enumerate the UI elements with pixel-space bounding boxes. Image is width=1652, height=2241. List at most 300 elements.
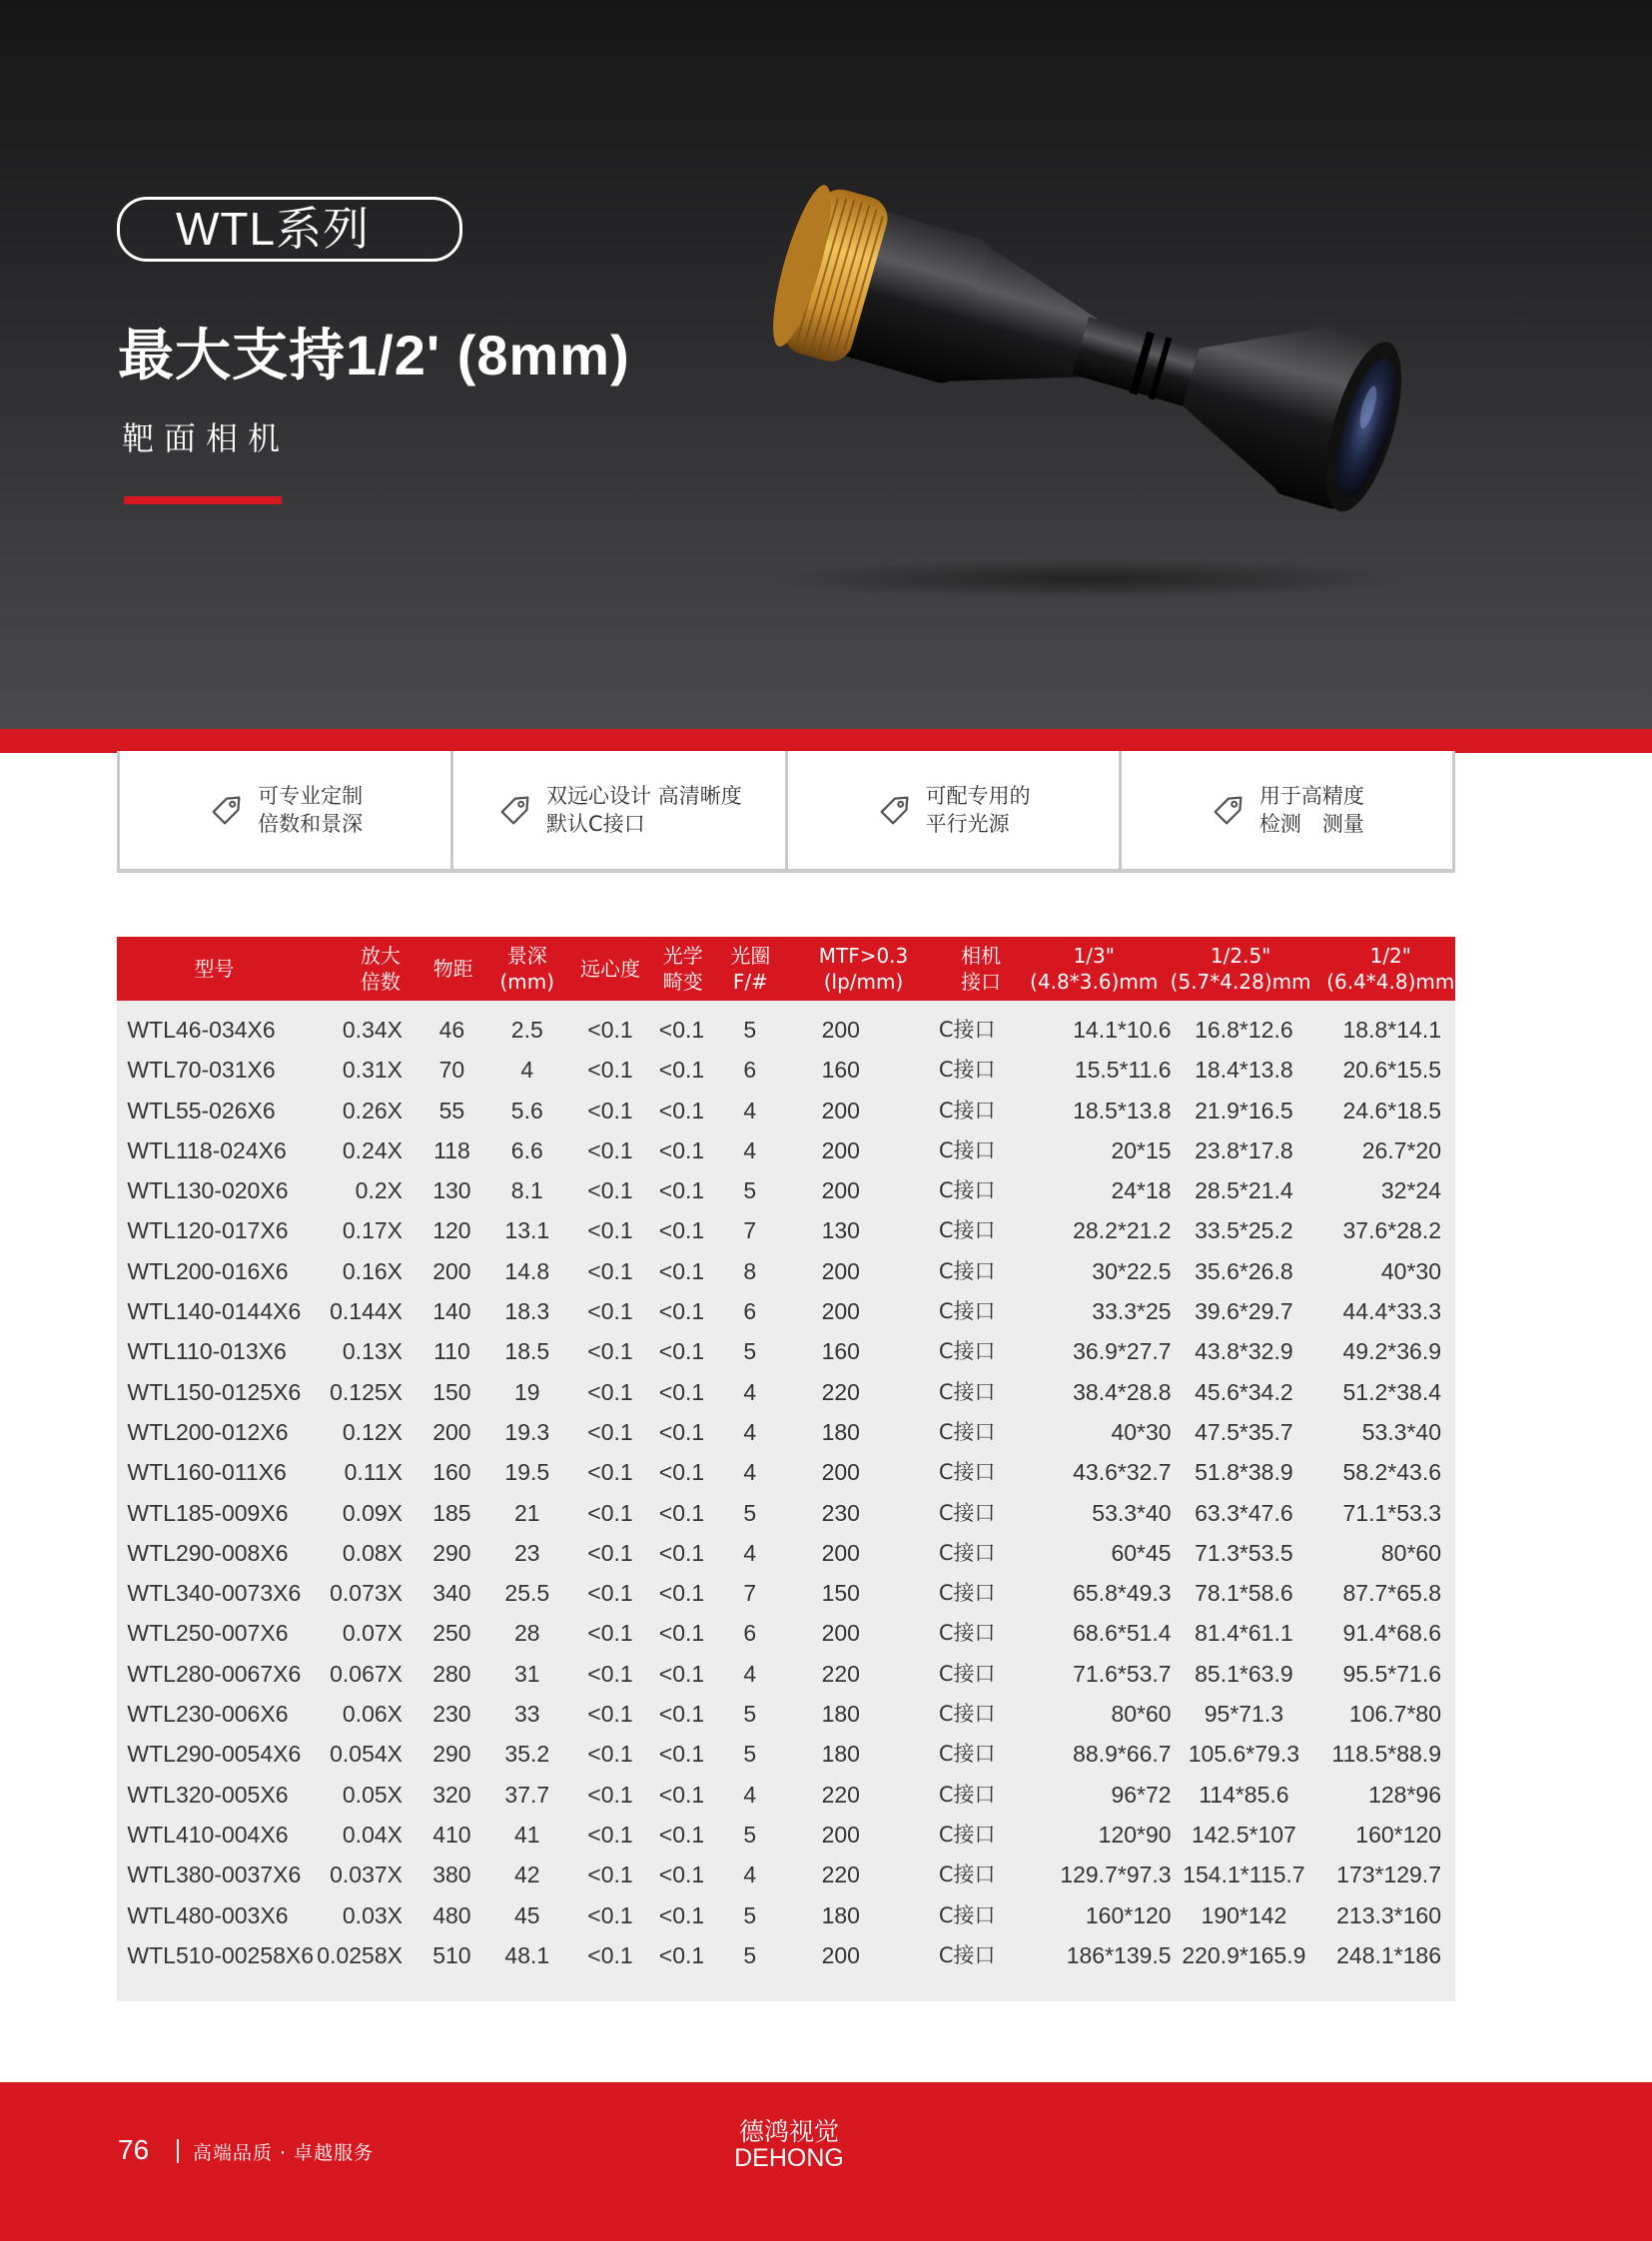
feature-card [120,751,453,869]
feature-line: 用于高精度 [1258,784,1364,808]
table-cell: C接口 [938,1902,996,1927]
table-cell: 28 [514,1620,540,1647]
table-cell: 40*30 [1111,1418,1172,1445]
table-cell: 43.8*32.9 [1195,1338,1293,1365]
table-cell: 130 [821,1217,860,1244]
table-cell: WTL130-020X6 [127,1177,289,1204]
table-cell: C接口 [938,1258,996,1283]
table-cell: <0.1 [587,1418,633,1445]
table-cell: 105.6*79.3 [1188,1741,1300,1768]
table-cell: 23 [514,1539,540,1566]
column-header-line: 接口 [961,970,1002,994]
table-row [117,1130,1455,1170]
table-cell: 45.6*34.2 [1195,1378,1293,1405]
brand-name-cn: 德鸿视觉 [738,2117,839,2146]
page-subtitle: 靶面相机 [122,419,291,457]
feature-card [1122,751,1452,869]
table-cell: <0.1 [658,1097,705,1123]
column-header-line: 放大 [360,944,401,968]
table-cell: WTL340-0073X6 [127,1580,302,1607]
page-title: 最大支持1/2' (8mm) [118,324,630,386]
page-footer [0,2082,1652,2241]
table-cell: <0.1 [587,1941,633,1968]
column-header [487,937,568,1001]
table-cell: 200 [821,1257,860,1284]
table-cell: C接口 [938,1058,996,1083]
column-header-line: 光圈 [730,944,771,968]
table-cell: C接口 [938,1621,996,1646]
table-cell: <0.1 [587,1862,633,1888]
table-cell: 91.4*68.6 [1342,1620,1441,1647]
table-cell: 4 [743,1136,757,1163]
table-cell: C接口 [938,1218,996,1243]
column-header-line: 景深 [506,944,547,968]
column-header-line: 1/2" [1369,944,1411,968]
table-cell: 220 [821,1781,860,1808]
table-cell: 0.2X [355,1177,403,1204]
column-header-line: 畸变 [662,970,703,994]
table-cell: 220 [821,1862,860,1888]
tag-icon [876,791,914,829]
table-cell: <0.1 [658,1459,705,1486]
table-cell: 154.1*115.7 [1183,1862,1305,1888]
column-header-line: 型号 [194,957,235,981]
table-cell: WTL250-007X6 [127,1620,289,1647]
table-cell: 71.6*53.7 [1073,1660,1172,1687]
table-row [117,1091,1455,1130]
table-cell: 106.7*80 [1348,1701,1441,1728]
column-header [1020,937,1170,1001]
table-cell: 128*96 [1368,1781,1441,1808]
table-cell: 160*120 [1085,1901,1172,1928]
table-cell: 190*142 [1201,1901,1287,1928]
table-cell: 85.1*63.9 [1195,1660,1293,1687]
table-row [117,1010,1455,1050]
table-cell: 20.6*15.5 [1342,1057,1441,1084]
table-cell: 37.7 [504,1781,550,1808]
column-header [786,937,942,1001]
table-row [117,1734,1455,1774]
feature-text [546,782,742,838]
table-cell: 0.26X [342,1097,403,1123]
table-cell: WTL480-003X6 [127,1901,289,1928]
table-cell: C接口 [938,1379,996,1404]
table-cell: 5 [743,1338,757,1365]
table-cell: WTL510-00258X6 [127,1941,315,1968]
table-cell: 160*120 [1355,1821,1441,1848]
feature-line: 双远心设计 高清晰度 [546,784,742,808]
table-cell: 120*90 [1098,1821,1172,1848]
table-cell: 200 [432,1418,471,1445]
table-cell: <0.1 [587,1741,633,1768]
table-cell: 5.6 [510,1097,543,1123]
table-cell: <0.1 [658,1057,705,1084]
table-cell: 186*139.5 [1066,1941,1172,1968]
table-cell: 0.125X [330,1378,403,1405]
table-cell: <0.1 [658,1136,705,1163]
table-cell: 18.8*14.1 [1342,1017,1441,1043]
table-row [117,1935,1455,1975]
table-cell: 16.8*12.6 [1195,1017,1293,1043]
table-cell: <0.1 [587,1539,633,1566]
feature-line: 可专业定制 [258,784,364,808]
feature-text [258,782,363,838]
column-header [939,937,1024,1001]
table-cell: 24*18 [1111,1177,1172,1204]
table-cell: C接口 [938,1702,996,1727]
table-cell: 70 [438,1057,465,1084]
table-row [117,1170,1455,1210]
table-cell: 0.054X [330,1741,403,1768]
table-cell: C接口 [938,1500,996,1525]
table-cell: 140 [432,1298,471,1325]
column-header-line: 1/2.5" [1210,944,1271,968]
table-cell: <0.1 [587,1821,633,1848]
table-cell: <0.1 [587,1097,633,1123]
table-cell: 55 [438,1097,465,1123]
feature-card [453,751,787,869]
table-cell: C接口 [938,1460,996,1485]
table-cell: 180 [821,1741,860,1768]
table-cell: 220.9*165.9 [1182,1941,1306,1968]
table-cell: WTL280-0067X6 [127,1660,302,1687]
feature-card [788,751,1122,869]
table-row [117,1533,1455,1573]
table-cell: C接口 [938,1661,996,1686]
table-cell: <0.1 [587,1459,633,1486]
table-cell: 5 [743,1941,757,1968]
table-cell: 200 [821,1177,860,1204]
table-cell: <0.1 [658,1620,705,1647]
table-row [117,1372,1455,1412]
table-cell: 340 [432,1580,471,1607]
table-cell: 7 [743,1217,757,1244]
table-cell: 290 [432,1741,471,1768]
table-cell: 78.1*58.6 [1195,1580,1293,1607]
table-cell: 200 [821,1017,860,1043]
feature-line: 倍数和景深 [258,812,364,836]
table-row [117,1694,1455,1734]
table-cell: WTL410-004X6 [127,1821,289,1848]
column-header-line: (lp/mm) [823,970,904,994]
feature-text [926,782,1031,838]
table-cell: WTL200-012X6 [127,1418,289,1445]
table-cell: 4 [743,1378,757,1405]
table-cell: <0.1 [587,1136,633,1163]
table-cell: 5 [743,1901,757,1928]
table-cell: 320 [432,1781,471,1808]
table-cell: <0.1 [658,1378,705,1405]
table-cell: 65.8*49.3 [1073,1580,1172,1607]
tag-icon [1210,791,1247,829]
table-cell: C接口 [938,1782,996,1807]
table-cell: <0.1 [587,1217,633,1244]
table-cell: 4 [743,1418,757,1445]
column-header [1314,937,1467,1001]
table-cell: C接口 [938,1137,996,1162]
table-cell: 42 [514,1862,540,1888]
table-cell: 0.144X [330,1298,403,1325]
table-cell: 0.13X [342,1338,403,1365]
table-cell: 80*60 [1380,1539,1441,1566]
table-cell: 24.6*18.5 [1342,1097,1441,1123]
table-cell: 25.5 [504,1580,550,1607]
table-cell: 81.4*61.1 [1195,1620,1293,1647]
table-cell: C接口 [938,1581,996,1606]
table-cell: 0.34X [342,1017,403,1043]
table-cell: 510 [432,1941,471,1968]
table-row [117,1452,1455,1492]
table-cell: 18.5*13.8 [1073,1097,1172,1123]
table-row [117,1050,1455,1090]
table-cell: WTL230-006X6 [127,1701,289,1728]
column-header [571,937,649,1001]
table-cell: C接口 [938,1098,996,1122]
table-cell: 280 [432,1660,471,1687]
table-cell: 87.7*65.8 [1342,1580,1441,1607]
table-cell: <0.1 [658,1499,705,1526]
column-header [415,937,490,1001]
table-cell: 4 [520,1057,534,1084]
column-header-line: F/# [732,970,768,994]
column-header-line: 相机 [961,944,1002,968]
table-cell: <0.1 [658,1862,705,1888]
table-cell: 18.4*13.8 [1195,1057,1293,1084]
table-cell: 49.2*36.9 [1342,1338,1441,1365]
table-cell: <0.1 [587,1620,633,1647]
table-cell: 37.6*28.2 [1342,1217,1441,1244]
table-cell: 160 [821,1057,860,1084]
table-cell: 4 [743,1781,757,1808]
column-header-line: (6.4*4.8)mm [1326,970,1455,994]
table-cell: 5 [743,1499,757,1526]
table-cell: 200 [821,1298,860,1325]
column-header-line: 1/3" [1073,944,1115,968]
table-row [117,1251,1455,1291]
table-cell: 63.3*47.6 [1195,1499,1293,1526]
table-cell: 0.07X [342,1620,403,1647]
column-header-line: (4.8*3.6)mm [1030,970,1159,994]
table-body [117,1010,1455,1975]
table-cell: 410 [432,1821,471,1848]
table-cell: WTL160-011X6 [127,1459,287,1486]
table-cell: 0.0258X [317,1941,403,1968]
table-cell: 39.6*29.7 [1195,1298,1293,1325]
table-cell: 53.3*40 [1361,1418,1441,1445]
table-cell: C接口 [938,1540,996,1565]
tag-icon [496,791,534,829]
table-cell: 40*30 [1380,1257,1441,1284]
table-cell: <0.1 [658,1217,705,1244]
table-cell: 200 [821,1097,860,1123]
table-cell: WTL200-016X6 [127,1257,289,1284]
table-cell: 200 [432,1257,471,1284]
table-cell: 118.5*88.9 [1331,1741,1441,1768]
table-cell: WTL55-026X6 [127,1097,276,1123]
table-cell: C接口 [938,1419,996,1444]
table-row [117,1654,1455,1694]
table-cell: <0.1 [587,1017,633,1043]
table-cell: 5 [743,1741,757,1768]
page-number: 76 [118,2134,150,2165]
table-cell: 220 [821,1660,860,1687]
table-cell: 248.1*186 [1336,1941,1441,1968]
table-cell: WTL185-009X6 [127,1499,289,1526]
table-cell: 4 [743,1097,757,1123]
table-cell: 19.5 [504,1459,550,1486]
table-cell: 14.8 [504,1257,550,1284]
table-cell: 45 [514,1901,540,1928]
table-cell: <0.1 [658,1298,705,1325]
table-cell: 200 [821,1539,860,1566]
table-cell: <0.1 [658,1701,705,1728]
table-row [117,1815,1455,1855]
table-cell: 4 [743,1660,757,1687]
table-cell: <0.1 [587,1701,633,1728]
table-cell: 150 [821,1580,860,1607]
table-cell: 71.1*53.3 [1342,1499,1441,1526]
table-cell: 180 [821,1901,860,1928]
feature-line: 平行光源 [925,812,1010,836]
table-cell: 33 [514,1701,540,1728]
table-cell: WTL120-017X6 [127,1217,289,1244]
table-cell: 200 [821,1136,860,1163]
table-cell: <0.1 [658,1418,705,1445]
telecentric-lens-image [739,170,1438,609]
table-cell: 130 [432,1177,471,1204]
table-cell: WTL70-031X6 [127,1057,276,1084]
table-cell: <0.1 [587,1378,633,1405]
table-cell: 220 [821,1378,860,1405]
table-cell: 230 [432,1701,471,1728]
table-cell: C接口 [938,1178,996,1203]
table-cell: 43.6*32.7 [1073,1459,1172,1486]
table-cell: <0.1 [587,1781,633,1808]
table-cell: 200 [821,1459,860,1486]
table-cell: <0.1 [658,1257,705,1284]
table-cell: 200 [821,1941,860,1968]
table-cell: <0.1 [658,1580,705,1607]
table-cell: C接口 [938,1339,996,1364]
table-cell: WTL140-0144X6 [127,1298,302,1325]
table-cell: 200 [821,1821,860,1848]
table-cell: 180 [821,1701,860,1728]
table-cell: 380 [432,1862,471,1888]
table-cell: <0.1 [587,1499,633,1526]
table-cell: 80*60 [1111,1701,1172,1728]
table-cell: <0.1 [658,1741,705,1768]
table-cell: 51.8*38.9 [1195,1459,1293,1486]
table-cell: 114*85.6 [1199,1781,1289,1808]
table-cell: 19.3 [504,1418,550,1445]
table-cell: <0.1 [658,1660,705,1687]
table-cell: WTL118-024X6 [127,1136,287,1163]
column-header-line: 倍数 [360,970,401,994]
table-cell: 32*24 [1380,1177,1441,1204]
table-cell: 4 [743,1862,757,1888]
table-cell: 2.5 [510,1017,543,1043]
table-cell: WTL46-034X6 [127,1017,276,1043]
table-cell: 5 [743,1177,757,1204]
table-row [117,1493,1455,1533]
table-cell: 26.7*20 [1361,1136,1441,1163]
table-cell: 35.6*26.8 [1195,1257,1293,1284]
brand-name-en: DEHONG [734,2144,844,2172]
title-accent-bar [124,496,282,504]
table-cell: 36.9*27.7 [1073,1338,1172,1365]
table-row [117,1331,1455,1371]
table-cell: 8.1 [510,1177,543,1204]
table-cell: 4 [743,1539,757,1566]
table-cell: 0.037X [330,1862,403,1888]
table-cell: 6.6 [510,1136,543,1163]
table-cell: 68.6*51.4 [1073,1620,1172,1647]
table-cell: <0.1 [658,1017,705,1043]
table-cell: C接口 [938,1018,996,1042]
table-row [117,1210,1455,1250]
feature-strip [117,751,1455,873]
table-cell: <0.1 [587,1257,633,1284]
table-cell: 48.1 [504,1941,550,1968]
column-header-line: (5.7*4.28)mm [1170,970,1311,994]
series-badge: WTL系列 [117,197,462,262]
table-row [117,1855,1455,1894]
table-cell: 23.8*17.8 [1195,1136,1293,1163]
table-cell: 120 [432,1217,471,1244]
table-cell: 0.17X [342,1217,403,1244]
column-header-line: (mm) [499,970,555,994]
table-cell: C接口 [938,1942,996,1967]
table-cell: <0.1 [587,1660,633,1687]
footer-slogan: 高端品质 · 卓越服务 [193,2142,375,2164]
table-cell: 5 [743,1701,757,1728]
feature-line: 可配专用的 [925,784,1031,808]
table-cell: <0.1 [587,1177,633,1204]
table-cell: 18.5 [504,1338,550,1365]
table-cell: 21 [514,1499,540,1526]
table-cell: 38.4*28.8 [1073,1378,1172,1405]
table-cell: WTL290-008X6 [127,1539,289,1566]
column-header [117,937,312,1001]
table-cell: <0.1 [658,1821,705,1848]
table-cell: 21.9*16.5 [1195,1097,1293,1123]
table-cell: WTL380-0037X6 [127,1862,302,1888]
table-cell: 14.1*10.6 [1073,1017,1172,1043]
table-cell: 160 [821,1338,860,1365]
table-cell: 5 [743,1821,757,1848]
table-cell: 46 [438,1017,465,1043]
table-cell: WTL110-013X6 [127,1338,287,1365]
column-header-line: 光学 [662,944,703,968]
table-cell: 6 [743,1298,757,1325]
table-cell: 0.08X [342,1539,403,1566]
table-cell: 0.03X [342,1901,403,1928]
table-cell: 13.1 [504,1217,550,1244]
table-cell: 44.4*33.3 [1342,1298,1441,1325]
table-header [117,937,1455,1001]
table-row [117,1412,1455,1452]
table-cell: <0.1 [658,1338,705,1365]
table-cell: 0.073X [330,1580,403,1607]
hero-red-band [0,729,1652,753]
column-header-line: MTF>0.3 [818,944,909,968]
table-cell: 4 [743,1459,757,1486]
tag-icon [208,791,246,829]
table-cell: 7 [743,1580,757,1607]
table-cell: 118 [433,1136,470,1163]
table-cell: 200 [821,1620,860,1647]
table-cell: 110 [433,1338,470,1365]
